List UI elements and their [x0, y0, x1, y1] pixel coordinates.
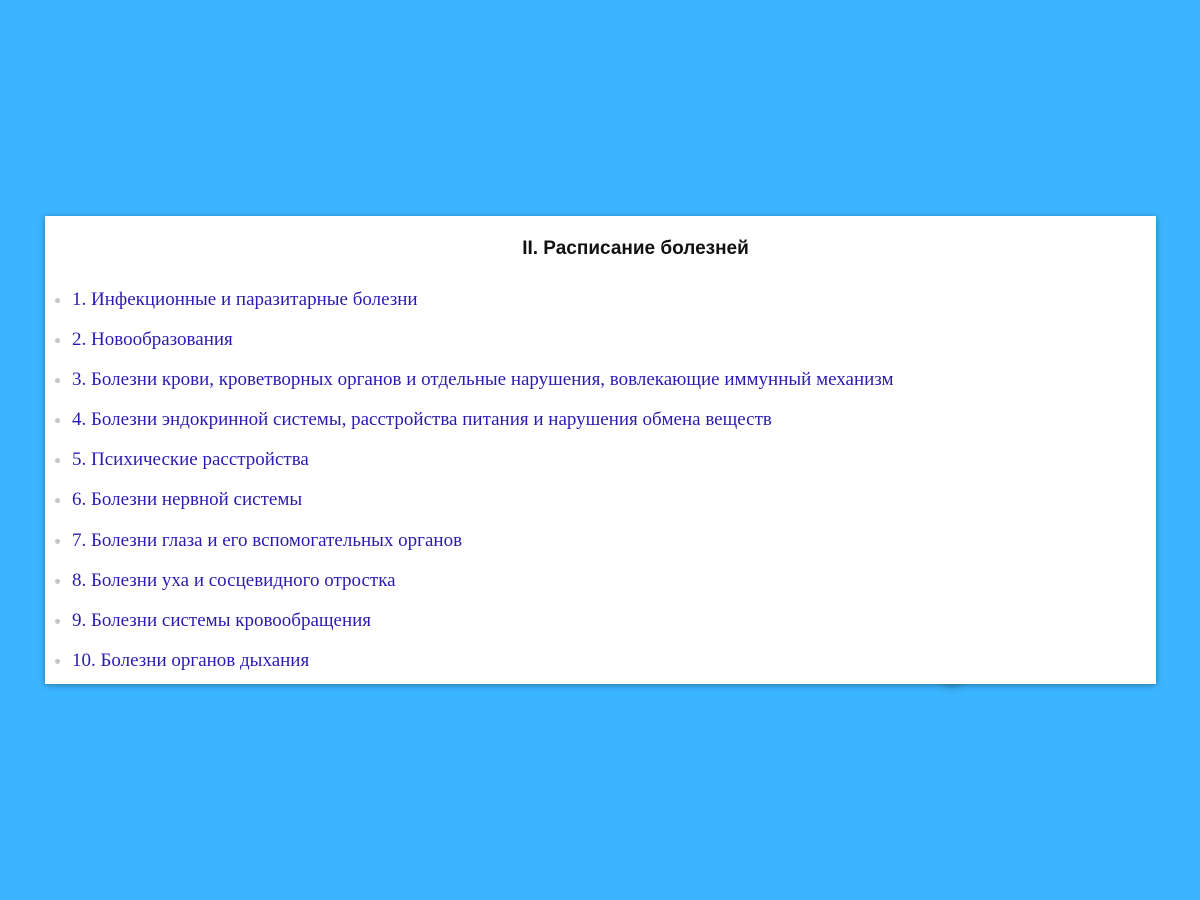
list-item — [45, 529, 894, 569]
disc-bullet-icon — [55, 579, 60, 584]
list-item — [45, 488, 894, 528]
section-link-5[interactable]: 5. Психические расстройства — [72, 449, 309, 471]
section-link-8[interactable]: 8. Болезни уха и сосцевидного отростка — [72, 569, 396, 591]
disc-bullet-icon — [55, 659, 60, 664]
list-item — [45, 609, 894, 649]
list-item — [45, 368, 894, 408]
disc-bullet-icon — [55, 338, 60, 343]
disc-bullet-icon — [55, 378, 60, 383]
list-item — [45, 448, 894, 488]
disc-bullet-icon — [55, 619, 60, 624]
section-link-4[interactable]: 4. Болезни эндокринной системы, расстройства питания и нарушения обмена веществ — [72, 409, 772, 431]
disc-bullet-icon — [55, 498, 60, 503]
list-item — [45, 328, 894, 368]
list-item — [45, 408, 894, 448]
section-link-10[interactable]: 10. Болезни органов дыхания — [72, 649, 310, 671]
list-item — [45, 288, 894, 328]
document-card — [45, 216, 1156, 684]
list-item — [45, 649, 894, 689]
page-title: II. Расписание болезней — [522, 238, 749, 259]
disc-bullet-icon — [55, 458, 60, 463]
section-link-6[interactable]: 6. Болезни нервной системы — [72, 489, 303, 511]
disease-schedule-list — [45, 288, 894, 689]
list-item — [45, 569, 894, 609]
section-link-2[interactable]: 2. Новообразования — [72, 329, 233, 351]
section-link-7[interactable]: 7. Болезни глаза и его вспомогательных органов — [72, 529, 463, 551]
section-link-9[interactable]: 9. Болезни системы кровообращения — [72, 609, 372, 631]
disc-bullet-icon — [55, 539, 60, 544]
section-link-1[interactable]: 1. Инфекционные и паразитарные болезни — [72, 289, 418, 310]
disc-bullet-icon — [55, 298, 60, 303]
section-link-3[interactable]: 3. Болезни крови, кроветворных органов и отдельные нарушения, вовлекающие иммунный механизм — [72, 369, 894, 391]
disc-bullet-icon — [55, 418, 60, 423]
